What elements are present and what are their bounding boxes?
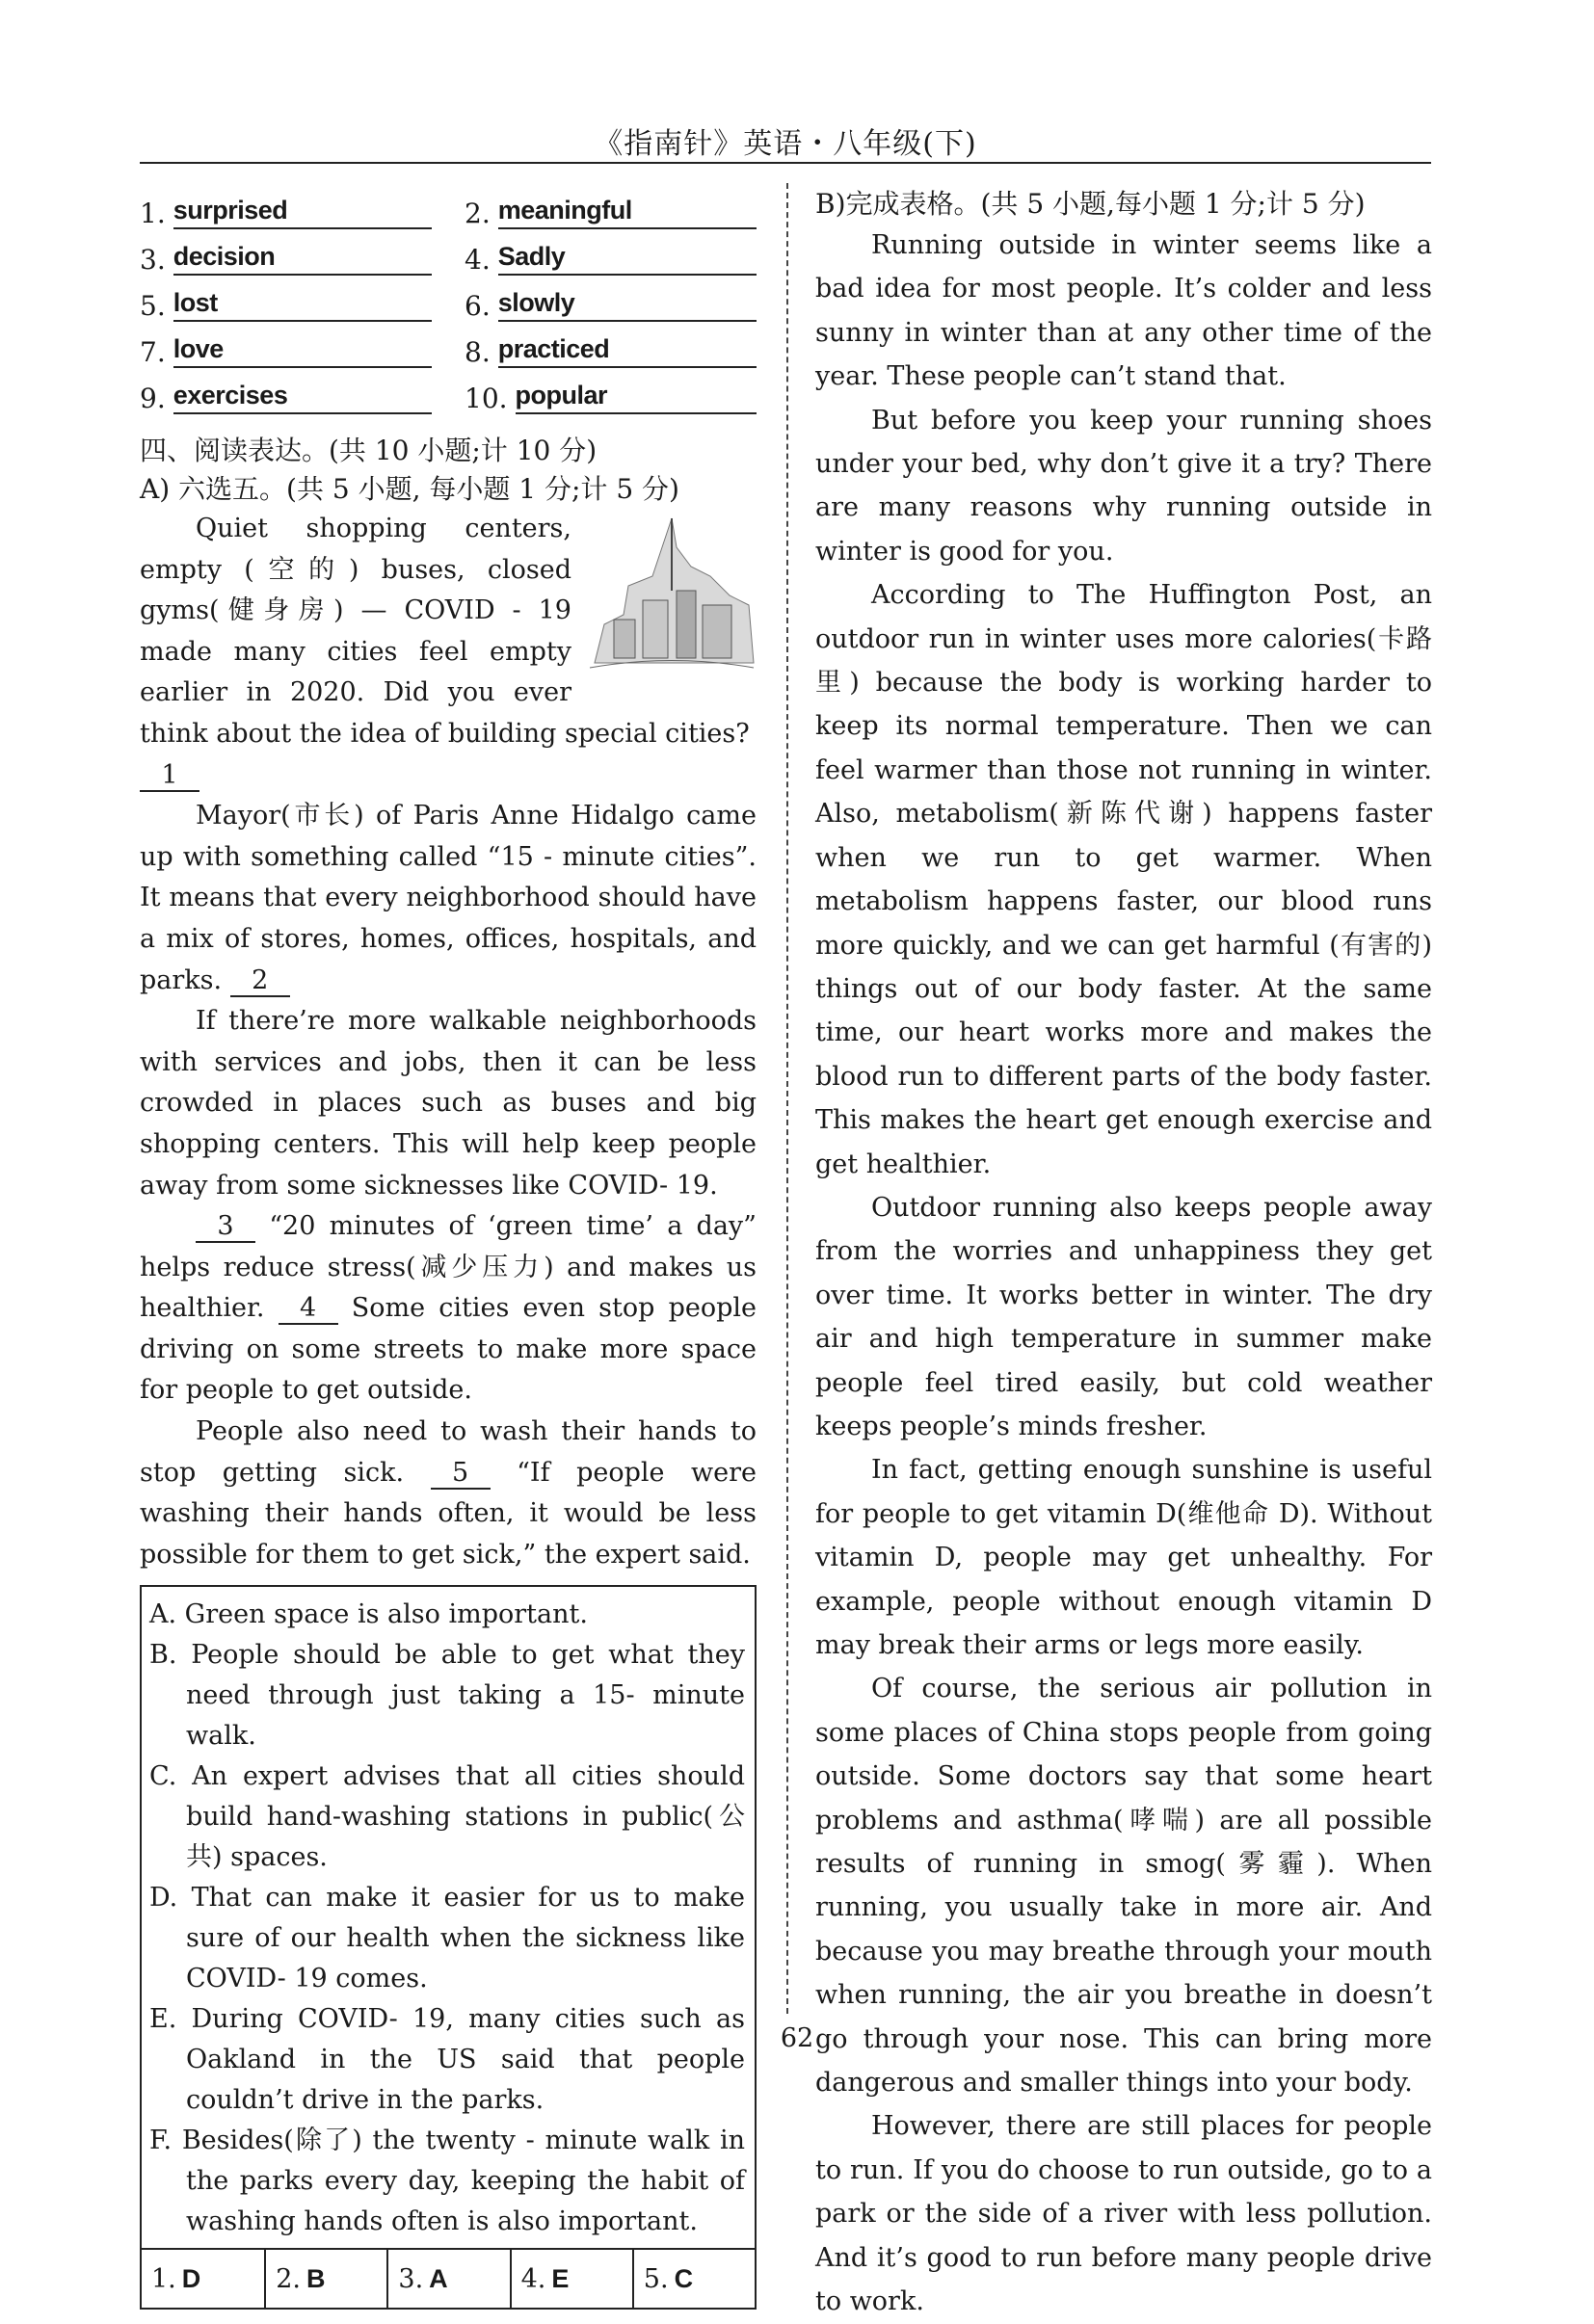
answer-item: 6. slowly: [465, 285, 757, 322]
answer-list: [140, 193, 757, 414]
answer-word: slowly: [498, 288, 757, 322]
answer-key-cell: 4. E: [510, 2250, 632, 2308]
answer-item: 7. love: [140, 331, 432, 368]
part-b-title: B)完成表格。(共 5 小题,每小题 1 分;计 5 分): [815, 188, 1366, 220]
answer-word: exercises: [173, 381, 432, 414]
passage-paragraph: According to The Huffington Post, an outdoor run in winter uses more calories(卡路里) because the body is working harder to keep its normal temperature. Then we can feel warmer than those not running in winter. Also, metabolism(新陈代谢) happens faster when we run to get warmer. When metabolism happens faster, our blood runs more quickly, and we can get harmful (有害的) things out of our body faster. At the same time, our heart works more and makes the blood run to different parts of the body faster. This makes the heart get enough exercise and get healthier.: [815, 580, 1432, 1179]
option-item: D. That can make it easier for us to make sure of our health when the sickness like COVID- 19 comes.: [149, 1883, 745, 1994]
answer-item: 10. popular: [465, 378, 757, 414]
page-header: 《指南针》英语・八年级(下): [594, 127, 977, 161]
passage-paragraph: Mayor(市长) of Paris Anne Hidalgo came up with something called “15 - minute cities”. It means that every neighborhood should have a mix of stores, homes, offices, hospitals, and parks. 2: [140, 801, 757, 995]
city-illustration: [585, 509, 757, 674]
passage-paragraph: Outdoor running also keeps people away from the worries and unhappiness they get over time. It works better in winter. The dry air and high temperature in summer make people feel tired easily, but cold weather keeps people’s minds fresher.: [815, 1192, 1432, 1441]
answer-word: practiced: [498, 334, 757, 368]
blank-5: 5: [431, 1459, 491, 1490]
answer-item: 8. practiced: [465, 331, 757, 368]
passage-paragraph: Quiet shopping centers, empty (空的) buses, closed gyms(健身房) — COVID - 19 made many cities feel empty earlier in 2020. Did you ever think about the idea of building special cities? 1: [140, 509, 757, 796]
option-item: B. People should be able to get what they need through just taking a 15- minute walk.: [149, 1640, 745, 1752]
page-number: 62: [780, 2023, 814, 2053]
answer-word: decision: [173, 242, 432, 276]
answer-key-cell: 5. C: [632, 2250, 755, 2308]
option-list: [142, 1587, 755, 2248]
passage-paragraph: But before you keep your running shoes under your bed, why don’t give it a try? There are many reasons why running outside in winter is good for you.: [815, 405, 1432, 567]
answer-item: 1. surprised: [140, 193, 432, 229]
answer-key-row: [142, 2248, 755, 2308]
section-title: 四、阅读表达。(共 10 小题;计 10 分): [140, 435, 598, 466]
column-divider: [786, 183, 788, 2014]
option-item: E. During COVID- 19, many cities such as Oakland in the US said that people couldn’t drive in the parks.: [149, 2004, 745, 2116]
passage-paragraph: People also need to wash their hands to stop getting sick. 5 “If people were washing their hands often, it would be less possible for them to get sick,” the expert said.: [140, 1416, 757, 1570]
passage-paragraph: Running outside in winter seems like a bad idea for most people. It’s colder and less sunny in winter than at any other time of the year. These people can’t stand that.: [815, 230, 1432, 392]
answer-item: 3. decision: [140, 239, 432, 276]
answer-word: lost: [173, 288, 432, 322]
passage-paragraph: However, there are still places for people to run. If you do choose to run outside, go to a park or the side of a river with less pollution. And it’s good to run before many people drive to work.: [815, 2111, 1432, 2317]
answer-item: 9. exercises: [140, 378, 432, 414]
answer-item: 4. Sadly: [465, 239, 757, 276]
answer-item: 2. meaningful: [465, 193, 757, 229]
answer-item: 5. lost: [140, 285, 432, 322]
left-column: [140, 193, 757, 2310]
answer-key-cell: 3. A: [386, 2250, 509, 2308]
options-box: [140, 1585, 757, 2310]
blank-1: 1: [140, 761, 199, 792]
answer-key-cell: 2. B: [264, 2250, 386, 2308]
blank-2: 2: [230, 966, 290, 997]
answer-word: surprised: [173, 196, 432, 229]
option-item: A. Green space is also important.: [149, 1599, 588, 1630]
right-column: [815, 185, 1432, 2324]
passage-paragraph: In fact, getting enough sunshine is useful for people to get vitamin D(维他命 D). Without vitamin D, people may get unhealthy. For example, people without enough vitamin D may break their arms or legs more easily.: [815, 1455, 1432, 1660]
answer-word: Sadly: [498, 242, 757, 276]
option-item: F. Besides(除了) the twenty - minute walk in the parks every day, keeping the habit of washing hands often is also important.: [149, 2126, 745, 2237]
passage-paragraph: If there’re more walkable neighborhoods with services and jobs, then it can be less crowded in places such as buses and big shopping centers. This will help keep people away from some sicknesses like COVID- 19.: [140, 1006, 757, 1201]
blank-4: 4: [279, 1294, 338, 1325]
answer-word: meaningful: [498, 196, 757, 229]
blank-3: 3: [196, 1212, 255, 1243]
passage-paragraph: 3 “20 minutes of ‘green time’ a day” helps reduce stress(减少压力) and makes us healthier. 4 Some cities even stop people driving on some streets to make more space for people to get outside.: [140, 1211, 757, 1406]
answer-word: popular: [516, 381, 757, 414]
answer-word: love: [173, 334, 432, 368]
part-a-title: A) 六选五。(共 5 小题, 每小题 1 分;计 5 分): [140, 473, 679, 505]
passage-paragraph: Of course, the serious air pollution in some places of China stops people from going outside. Some doctors say that some heart problems and asthma(哮喘) are all possible results of running in smog(雾霾). When running, you usually take in more air. And because you may breathe through your mouth when running, the air you breathe in doesn’t go through your nose. This can bring more dangerous and smaller things into your body.: [815, 1674, 1432, 2099]
option-item: C. An expert advises that all cities should build hand-washing stations in public(公共) spaces.: [149, 1761, 745, 1873]
header-rule: [140, 162, 1431, 164]
answer-key-cell: 1. D: [151, 2263, 201, 2294]
